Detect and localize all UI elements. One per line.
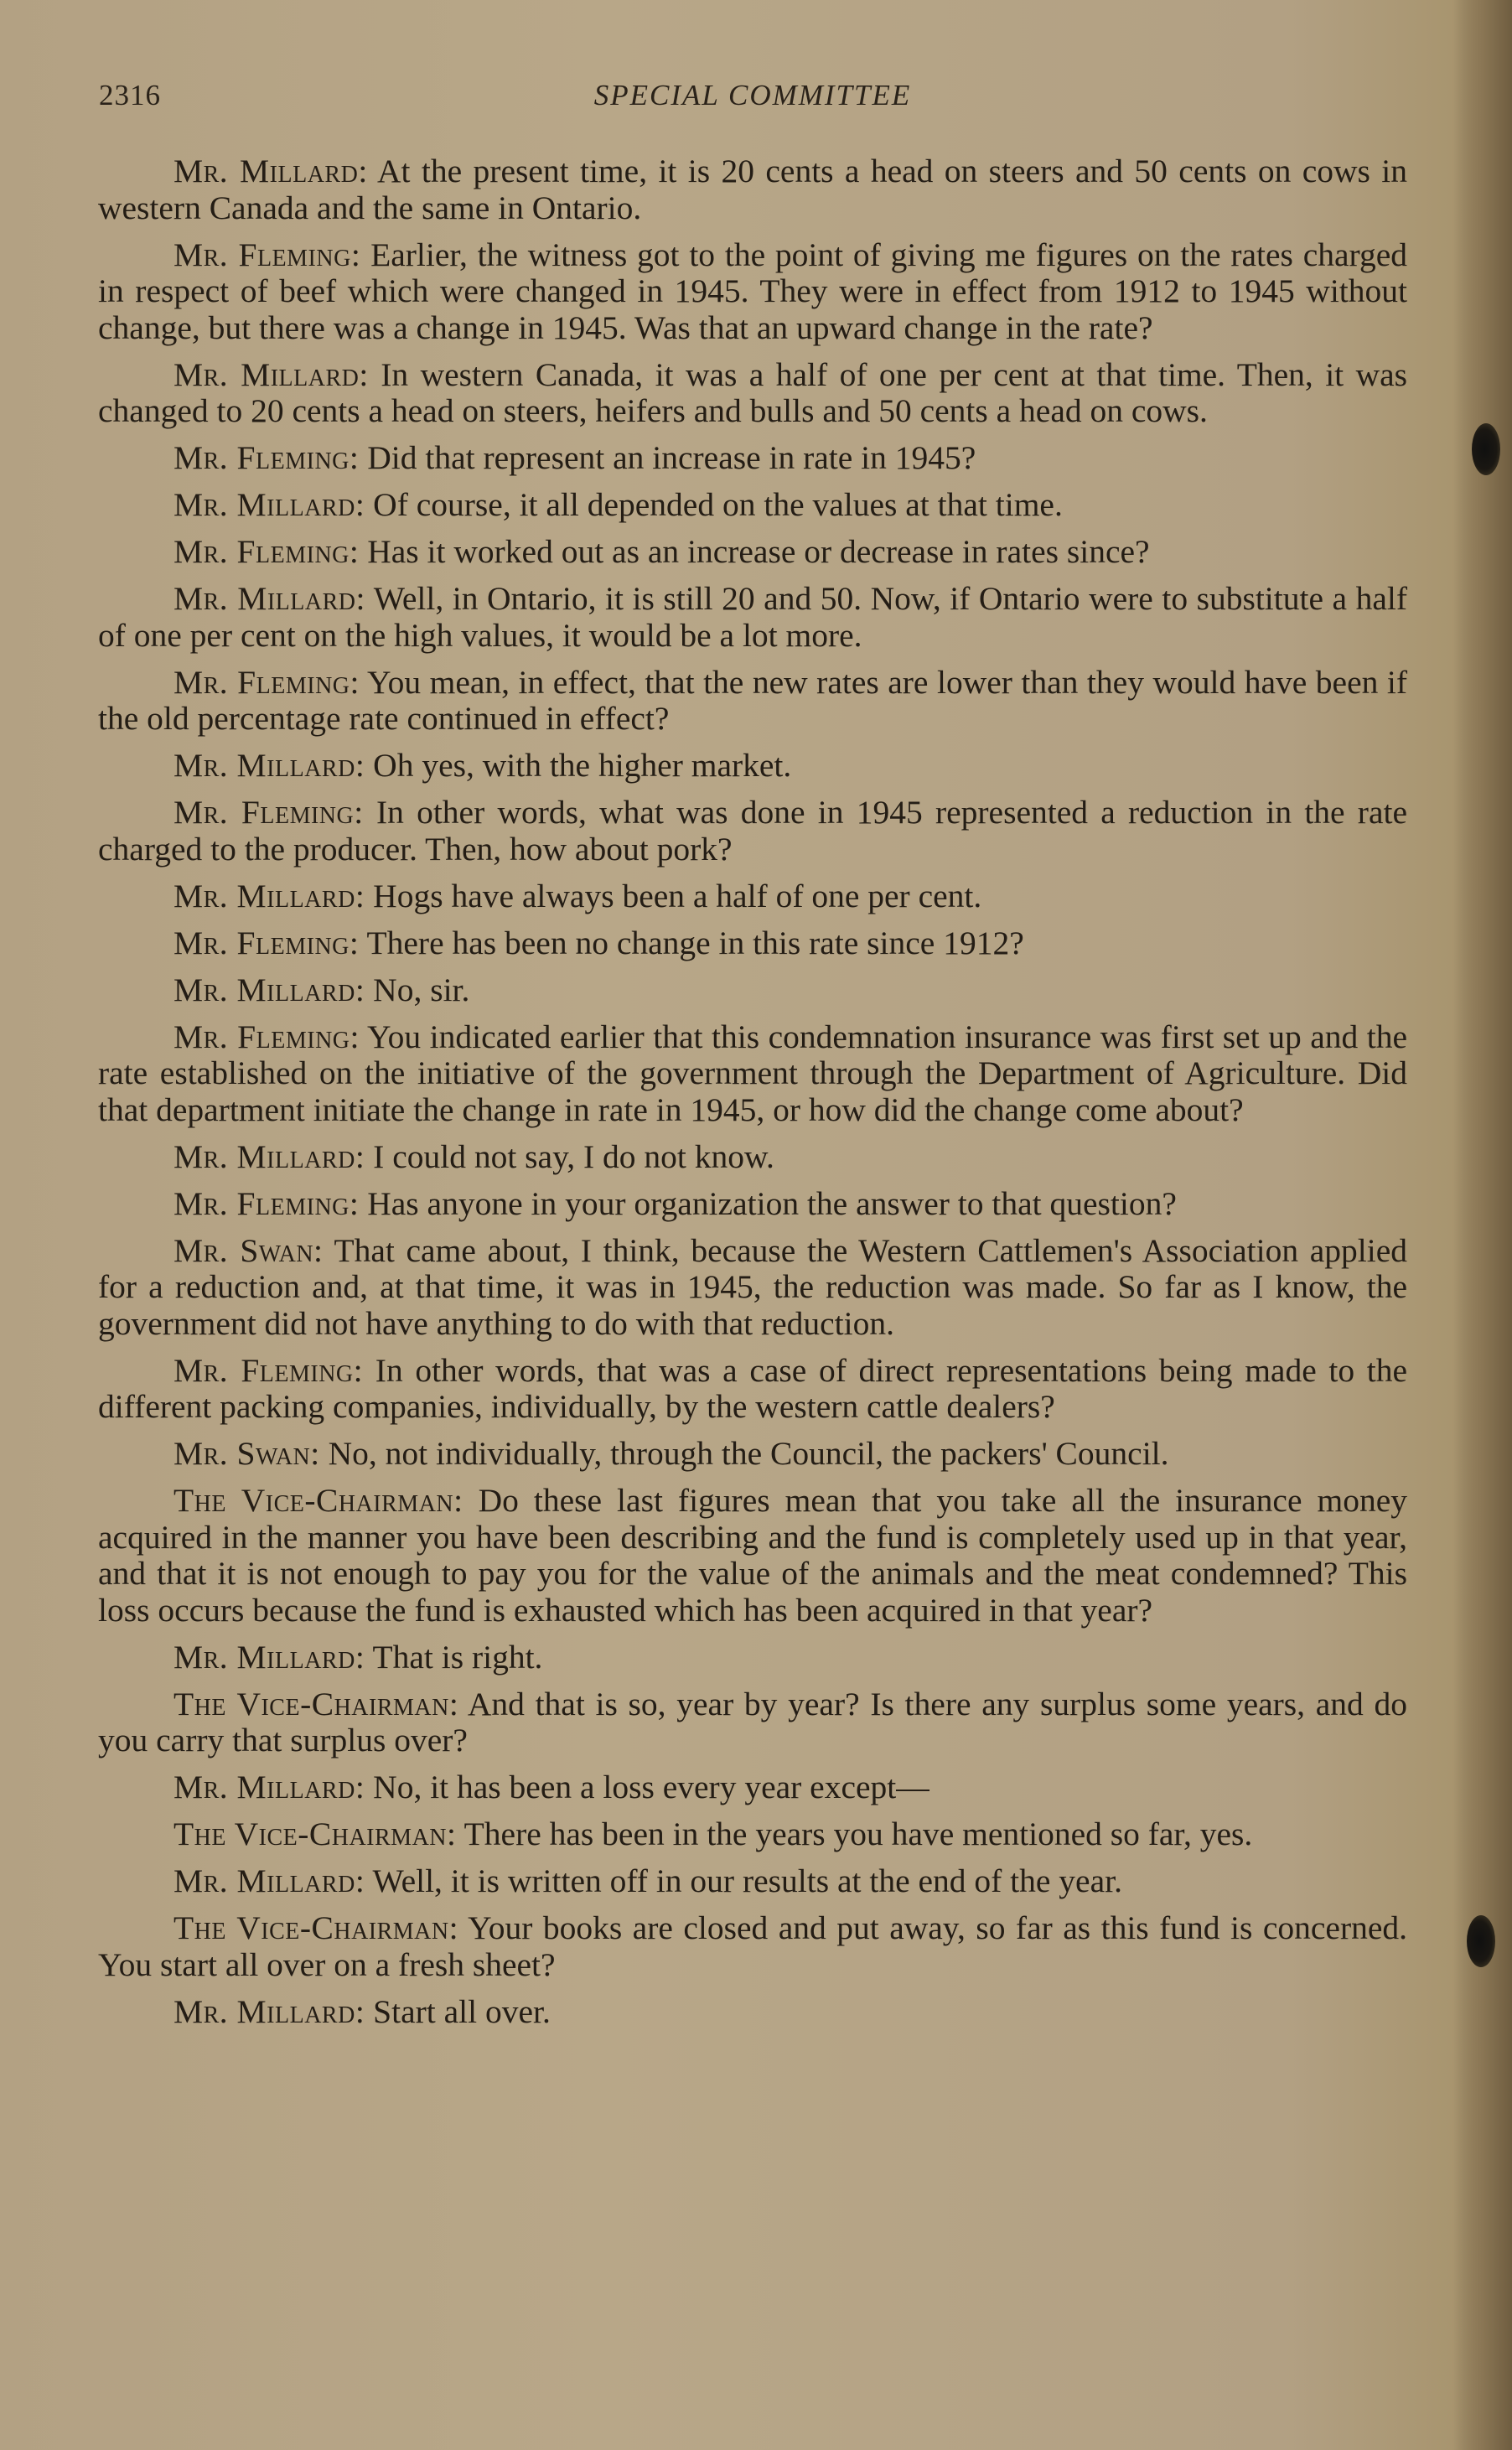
speaker-name: Mr. Millard: — [173, 877, 365, 914]
speech-text: Do these last figures mean that you take all the insurance money acquired in the manner you have been describing and the fund is completely used up in that year, and that it is not enough to pay you for the value of the animals and the meat condemned? This loss occurs because the fund is exhausted which has been acquired in that year? — [98, 1482, 1407, 1629]
speech-text: You indicated earlier that this condemnation insurance was first set up and the rate established on the initiative of the government through the Department of Agriculture. Did that department initiate the change in rate in 1945, or how did the change come about? — [98, 1018, 1407, 1128]
transcript-paragraph — [98, 878, 1407, 915]
transcript-paragraph — [98, 1233, 1407, 1343]
transcript-paragraph — [98, 1769, 1407, 1806]
speech-text: Did that represent an increase in rate in 1945? — [359, 439, 976, 476]
transcript-paragraph — [98, 1910, 1407, 1983]
speech-text: No, sir. — [365, 971, 470, 1008]
speaker-name: Mr. Fleming: — [173, 533, 360, 570]
speaker-name: Mr. Millard: — [173, 153, 368, 189]
speech-text: There has been no change in this rate since 1912? — [359, 924, 1024, 961]
speech-text: In other words, what was done in 1945 represented a reduction in the rate charged to the producer. Then, how about pork? — [98, 794, 1407, 868]
speaker-name: Mr. Fleming: — [173, 1184, 360, 1222]
speech-text: Earlier, the witness got to the point of giving me figures on the rates charged in respect of beef which were changed in 1945. They were in effect from 1912 to 1945 without change, but there was a change in 1945. Was that an upward change in the rate? — [98, 236, 1407, 346]
transcript-paragraph — [98, 1019, 1407, 1129]
transcript-paragraph — [98, 487, 1407, 524]
speech-text: That came about, I think, because the Western Cattlemen's Association applied for a reduction and, at that time, it was in 1945, the reduction was made. So far as I know, the government did not have anything to do with that reduction. — [98, 1231, 1407, 1342]
speaker-name: Mr. Millard: — [173, 1769, 365, 1805]
transcript-paragraph — [98, 1639, 1407, 1676]
speaker-name: Mr. Millard: — [173, 971, 365, 1008]
speech-text: Start all over. — [365, 1992, 551, 2030]
transcript-paragraph — [98, 1994, 1407, 2031]
transcript-paragraph — [98, 972, 1407, 1009]
speech-text: At the present time, it is 20 cents a head on steers and 50 cents on cows in western Canada and the same in Ontario. — [98, 153, 1407, 226]
speaker-name: The Vice-Chairman: — [173, 1815, 457, 1852]
speech-text: No, not individually, through the Council, the packers' Council. — [319, 1435, 1169, 1472]
speaker-name: Mr. Millard: — [173, 1137, 365, 1175]
transcript-paragraph — [98, 1139, 1407, 1176]
running-header — [99, 79, 1406, 121]
speaker-name: Mr. Fleming: — [173, 236, 361, 273]
speaker-name: The Vice-Chairman: — [173, 1909, 459, 1946]
transcript-paragraph — [98, 534, 1407, 571]
speech-text: Oh yes, with the higher market. — [365, 747, 792, 784]
speech-text: Well, in Ontario, it is still 20 and 50. Now, if Ontario were to substitute a half of one per cent on the high values, it would be a lot more. — [98, 580, 1407, 654]
speech-text: I could not say, I do not know. — [365, 1137, 774, 1175]
speaker-name: Mr. Millard: — [173, 1992, 365, 2030]
transcript-paragraph — [98, 581, 1407, 654]
speaker-name: Mr. Millard: — [173, 580, 365, 617]
speech-text: No, it has been a loss every year except— — [365, 1769, 929, 1805]
speech-text: Well, it is written off in our results at the end of the year. — [365, 1862, 1122, 1899]
speech-text: That is right. — [365, 1638, 543, 1676]
speaker-name: Mr. Fleming: — [173, 439, 360, 476]
speaker-name: Mr. Millard: — [173, 355, 369, 393]
speech-text: Your books are closed and put away, so far as this fund is concerned. You start all over on a fresh sheet? — [98, 1909, 1408, 1983]
transcript-body — [98, 153, 1407, 2041]
speaker-name: The Vice-Chairman: — [173, 1482, 463, 1519]
transcript-paragraph — [98, 1816, 1407, 1853]
speaker-name: Mr. Millard: — [173, 486, 365, 523]
speaker-name: Mr. Fleming: — [173, 663, 360, 701]
transcript-paragraph — [98, 1686, 1407, 1759]
transcript-paragraph — [98, 153, 1407, 226]
page-number: 2316 — [99, 79, 161, 111]
transcript-paragraph — [98, 795, 1407, 868]
speaker-name: Mr. Fleming: — [173, 1018, 360, 1055]
transcript-paragraph — [98, 1483, 1407, 1629]
speech-text: You mean, in effect, that the new rates are lower than they would have been if the old percentage rate continued in effect? — [98, 663, 1407, 737]
speech-text: In western Canada, it was a half of one per cent at that time. Then, it was changed to 20 cents a head on steers, heifers and bulls and 50 cents a head on cows. — [98, 355, 1407, 429]
binding-gutter — [1453, 0, 1512, 2450]
speech-text: Hogs have always been a half of one per cent. — [365, 877, 982, 914]
transcript-paragraph — [98, 440, 1407, 477]
speaker-name: Mr. Fleming: — [173, 924, 360, 961]
speech-text: There has been in the years you have mentioned so far, yes. — [456, 1815, 1253, 1852]
speaker-name: The Vice-Chairman: — [173, 1685, 459, 1722]
speaker-name: Mr. Millard: — [173, 1638, 365, 1676]
transcript-paragraph — [98, 357, 1407, 430]
transcript-paragraph — [98, 1863, 1407, 1900]
speech-text: In other words, that was a case of direct representations being made to the different packing companies, individually, by the western cattle dealers? — [98, 1351, 1408, 1425]
speech-text: And that is so, year by year? Is there any surplus some years, and do you carry that surplus over? — [98, 1685, 1407, 1759]
transcript-paragraph — [98, 237, 1407, 347]
speaker-name: Mr. Swan: — [173, 1231, 324, 1269]
binding-hole — [1472, 423, 1500, 475]
transcript-paragraph — [98, 748, 1407, 785]
transcript-paragraph — [98, 665, 1407, 738]
transcript-paragraph — [98, 1353, 1407, 1426]
binding-hole — [1467, 1915, 1495, 1967]
transcript-paragraph — [98, 925, 1407, 962]
running-title: SPECIAL COMMITTEE — [593, 79, 912, 111]
speaker-name: Mr. Millard: — [173, 747, 365, 784]
speech-text: Has it worked out as an increase or decrease in rates since? — [359, 533, 1150, 570]
speaker-name: Mr. Swan: — [173, 1435, 320, 1472]
transcript-paragraph — [98, 1436, 1407, 1473]
speaker-name: Mr. Fleming: — [173, 1351, 364, 1389]
speaker-name: Mr. Fleming: — [173, 794, 364, 831]
transcript-paragraph — [98, 1186, 1407, 1223]
speech-text: Of course, it all depended on the values at that time. — [365, 486, 1063, 523]
speaker-name: Mr. Millard: — [173, 1862, 365, 1899]
speech-text: Has anyone in your organization the answer to that question? — [359, 1184, 1177, 1222]
